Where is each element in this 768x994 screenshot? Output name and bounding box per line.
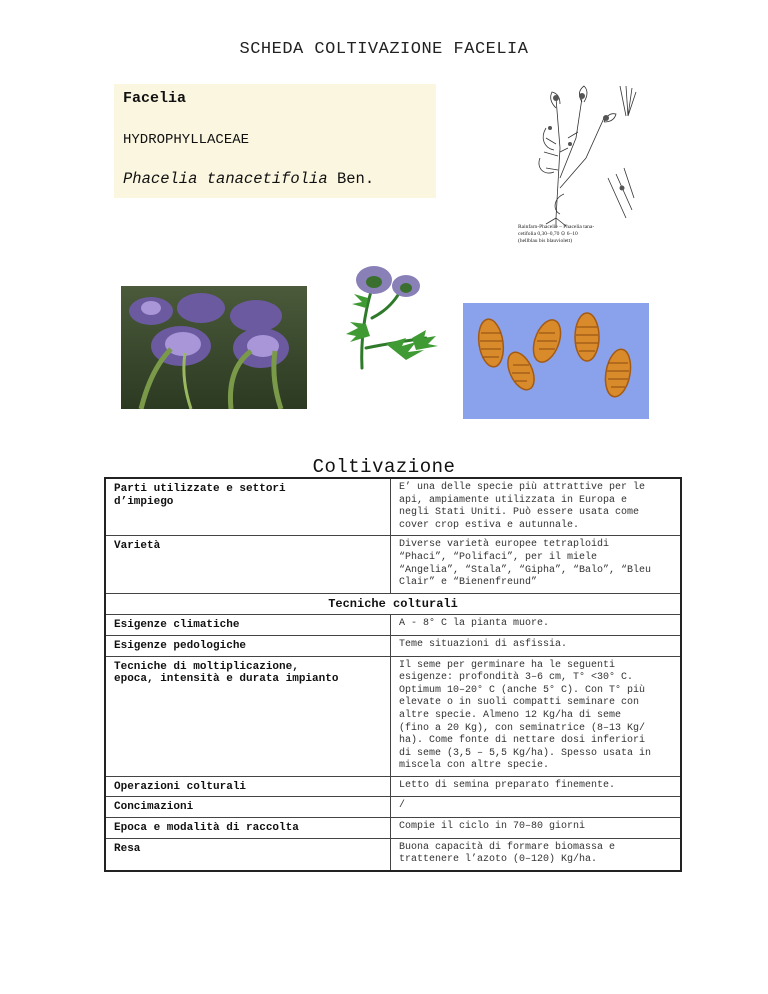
row-value-line: Letto di semina preparato finemente. <box>399 779 616 791</box>
row-label-line: epoca, intensità e durata impianto <box>114 673 339 686</box>
table-row <box>105 478 681 536</box>
cultivation-table <box>104 477 682 872</box>
row-value <box>391 478 682 536</box>
row-value-line: elevate o in suoli compatti seminare con <box>399 697 640 709</box>
row-value <box>391 818 682 839</box>
table-row <box>105 797 681 818</box>
table-row <box>105 615 681 636</box>
row-label-line: Epoca e modalità di raccolta <box>114 822 299 835</box>
row-label-line: Parti utilizzate e settori <box>114 483 286 495</box>
row-label <box>105 797 391 818</box>
row-label <box>105 615 391 636</box>
row-value <box>391 536 682 593</box>
row-label-line: Esigenze climatiche <box>114 619 240 632</box>
row-value-line: A - 8° C la pianta muore. <box>399 618 550 630</box>
row-label <box>105 635 391 656</box>
row-label <box>105 656 391 776</box>
row-label-line: d’impiego <box>114 495 174 508</box>
row-label-line: Esigenze pedologiche <box>114 639 247 652</box>
row-label <box>105 536 391 593</box>
row-value-line: di seme (3,5 – 5,5 Kg/ha). Spesso usata in <box>399 747 652 759</box>
scientific-name <box>123 170 374 188</box>
row-value <box>391 797 682 818</box>
table-row <box>105 776 681 797</box>
table-row <box>105 635 681 656</box>
row-label <box>105 818 391 839</box>
flower-illustration <box>326 258 448 370</box>
table-row <box>105 656 681 776</box>
row-value <box>391 635 682 656</box>
row-label <box>105 776 391 797</box>
row-value-line: trattenere l’azoto (0–120) Kg/ha. <box>399 854 598 866</box>
row-value-line: Buona capacità di formare biomassa e <box>399 841 616 853</box>
row-value-line: altre specie. Almeno 12 Kg/ha di seme <box>399 709 622 721</box>
row-value-line: / <box>399 800 406 812</box>
sketch-caption-line-1: Rainfarn-Phacelie – Phacelia tana- <box>518 224 595 230</box>
subsection-row <box>105 593 681 615</box>
species-header <box>114 84 436 198</box>
field-photo <box>121 286 307 409</box>
subsection-title: Tecniche colturali <box>105 593 681 615</box>
row-label-line: Tecniche di moltiplicazione, <box>114 660 299 673</box>
row-value-line: Teme situazioni di asfissia. <box>399 638 568 650</box>
row-value-line: cover crop estiva e autunnale. <box>399 519 580 531</box>
row-label-line: Operazioni colturali <box>114 780 247 793</box>
row-value-line: miscela con altre specie. <box>399 760 550 772</box>
row-value-line: Clair” e “Bienenfreund” <box>399 577 538 589</box>
row-value-line: esigenze: profondità 3–6 cm, T° <30° C. <box>399 672 634 684</box>
species-binomial: Phacelia tanacetifolia <box>123 170 328 188</box>
table-row <box>105 818 681 839</box>
row-label-line: Resa <box>114 842 141 855</box>
row-value-line: “Phaci”, “Polifaci”, per il miele <box>399 551 598 563</box>
row-value-line: Compie il ciclo in 70–80 giorni <box>399 821 586 833</box>
sketch-caption-line-3: (hellblau bis blauviolett) <box>518 238 573 244</box>
row-value-line: Diverse varietà europee tetraploidi <box>399 539 610 551</box>
row-value-line: api, ampiamente utilizzata in Europa e <box>399 494 628 506</box>
section-title: Coltivazione <box>312 456 456 478</box>
table-row <box>105 536 681 593</box>
row-value-line: Optimum 10–20° C (anche 5° C). Con T° più <box>399 684 646 696</box>
row-label <box>105 838 391 871</box>
row-value <box>391 615 682 636</box>
botanical-sketch-image <box>516 78 656 246</box>
seeds-photo <box>463 303 649 419</box>
row-value-line: negli Stati Uniti. Può essere usata come <box>399 507 640 519</box>
species-author: Ben. <box>336 170 375 188</box>
row-value <box>391 838 682 871</box>
row-label <box>105 478 391 536</box>
family-name: HYDROPHYLLACEAE <box>123 132 250 148</box>
row-value-line: (fino a 20 Kg), con seminatrice (8–13 Kg/ <box>399 722 646 734</box>
row-label-line: Concimazioni <box>114 801 194 814</box>
row-value <box>391 776 682 797</box>
table-row <box>105 838 681 871</box>
row-value-line: E’ una delle specie più attrattive per le <box>399 482 646 493</box>
row-value-line: ha). Come fonte di nettare dosi inferiori <box>399 735 646 747</box>
row-label-line: Varietà <box>114 540 161 553</box>
row-value-line: “Angelia”, “Stala”, “Gipha”, “Balo”, “Bleu <box>399 564 652 576</box>
common-name: Facelia <box>123 90 187 107</box>
sketch-caption-line-2: cetifolia 0,30–0,70 ⊙ 6–10 <box>518 231 578 237</box>
row-value-line: Il seme per germinare ha le seguenti <box>399 659 616 671</box>
row-value <box>391 656 682 776</box>
page-title: SCHEDA COLTIVAZIONE FACELIA <box>239 40 529 59</box>
